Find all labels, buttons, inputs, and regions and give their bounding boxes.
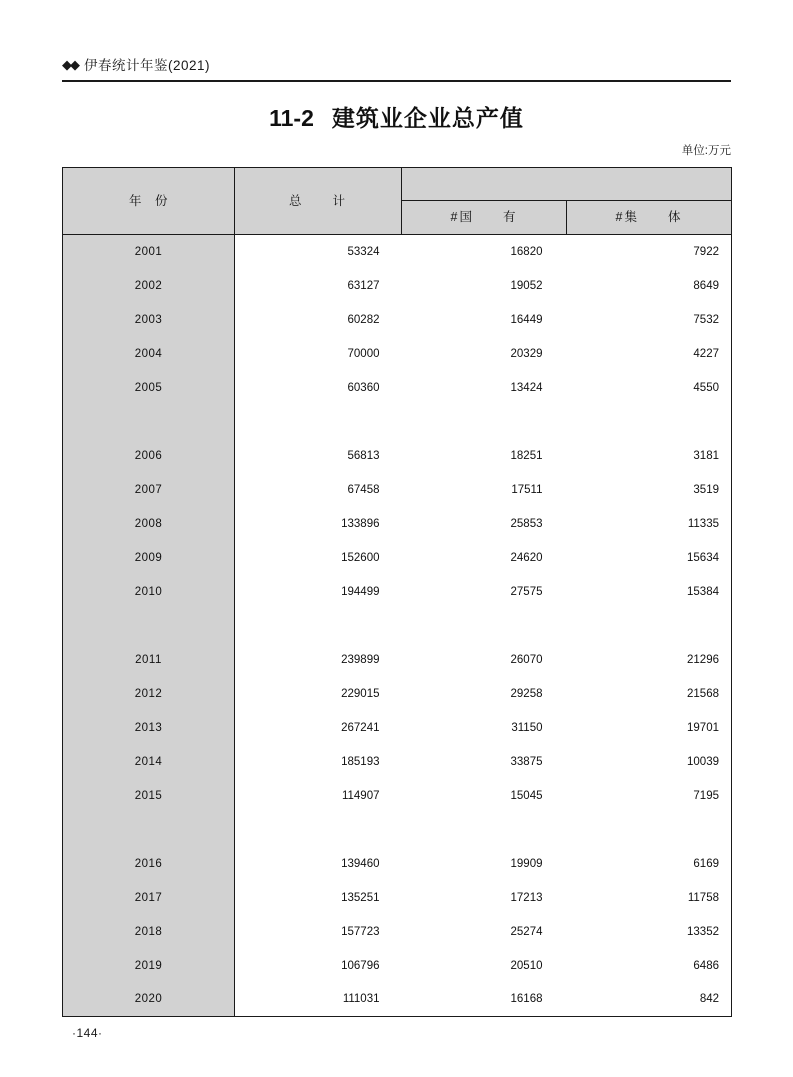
cell-total: 139460 (235, 847, 402, 881)
cell-year: 2012 (63, 677, 235, 711)
cell-year: 2005 (63, 371, 235, 405)
cell-year: 2020 (63, 983, 235, 1017)
cell-year: 2007 (63, 473, 235, 507)
cell-total: 60360 (235, 371, 402, 405)
table-row (63, 269, 732, 303)
page-title (0, 100, 793, 133)
table-row (63, 643, 732, 677)
cell-year: 2016 (63, 847, 235, 881)
cell-collective: 7922 (567, 235, 732, 269)
cell-state: 15045 (402, 779, 567, 813)
cell-collective: 3181 (567, 439, 732, 473)
cell-state (402, 813, 567, 847)
cell-year: 2017 (63, 881, 235, 915)
cell-total (235, 405, 402, 439)
cell-total: 229015 (235, 677, 402, 711)
table-spacer-row (63, 609, 732, 643)
cell-state: 25853 (402, 507, 567, 541)
cell-state: 13424 (402, 371, 567, 405)
cell-state: 20510 (402, 949, 567, 983)
cell-total: 63127 (235, 269, 402, 303)
cell-collective: 21296 (567, 643, 732, 677)
cell-total: 133896 (235, 507, 402, 541)
cell-total: 53324 (235, 235, 402, 269)
cell-state: 20329 (402, 337, 567, 371)
cell-state: 29258 (402, 677, 567, 711)
cell-state: 18251 (402, 439, 567, 473)
table-row (63, 915, 732, 949)
cell-collective (567, 609, 732, 643)
cell-state: 17213 (402, 881, 567, 915)
cell-year: 2010 (63, 575, 235, 609)
cell-state: 16168 (402, 983, 567, 1017)
table-row (63, 439, 732, 473)
table-number: 11-2 (269, 105, 314, 131)
cell-year: 2014 (63, 745, 235, 779)
cell-total: 67458 (235, 473, 402, 507)
cell-total: 194499 (235, 575, 402, 609)
table-row (63, 779, 732, 813)
table-row (63, 507, 732, 541)
header-divider (62, 80, 731, 82)
diamond-ornament-icon: ◆◆ (62, 57, 78, 72)
cell-total: 114907 (235, 779, 402, 813)
cell-collective: 21568 (567, 677, 732, 711)
table-row (63, 881, 732, 915)
cell-state: 16449 (402, 303, 567, 337)
cell-collective: 3519 (567, 473, 732, 507)
cell-year: 2019 (63, 949, 235, 983)
cell-collective: 15634 (567, 541, 732, 575)
cell-total: 267241 (235, 711, 402, 745)
table-row (63, 575, 732, 609)
cell-total: 185193 (235, 745, 402, 779)
cell-state (402, 405, 567, 439)
cell-year: 2009 (63, 541, 235, 575)
table-title-text: 建筑业企业总产值 (331, 105, 524, 131)
cell-state: 25274 (402, 915, 567, 949)
column-header-total: 总 计 (235, 168, 402, 235)
cell-total: 239899 (235, 643, 402, 677)
cell-collective: 842 (567, 983, 732, 1017)
cell-year: 2011 (63, 643, 235, 677)
cell-state: 24620 (402, 541, 567, 575)
running-head-title: 伊春统计年鉴(2021) (84, 57, 211, 73)
table-row (63, 949, 732, 983)
cell-state: 33875 (402, 745, 567, 779)
cell-year: 2001 (63, 235, 235, 269)
cell-total: 111031 (235, 983, 402, 1017)
cell-state: 19909 (402, 847, 567, 881)
header-spacer-state (402, 168, 567, 201)
cell-collective: 8649 (567, 269, 732, 303)
cell-year: 2018 (63, 915, 235, 949)
cell-total: 152600 (235, 541, 402, 575)
table-spacer-row (63, 405, 732, 439)
cell-state: 16820 (402, 235, 567, 269)
table-row (63, 745, 732, 779)
cell-total: 70000 (235, 337, 402, 371)
unit-note: 单位:万元 (681, 145, 731, 157)
cell-collective: 11758 (567, 881, 732, 915)
table-row (63, 235, 732, 269)
cell-total: 60282 (235, 303, 402, 337)
cell-collective (567, 813, 732, 847)
table-spacer-row (63, 813, 732, 847)
table-row (63, 473, 732, 507)
cell-total (235, 609, 402, 643)
cell-year: 2003 (63, 303, 235, 337)
table-row (63, 711, 732, 745)
cell-total: 135251 (235, 881, 402, 915)
table-row (63, 371, 732, 405)
column-header-collective: #集 体 (567, 201, 732, 235)
cell-collective: 7195 (567, 779, 732, 813)
table-row (63, 677, 732, 711)
table-row (63, 541, 732, 575)
column-header-state-owned: #国 有 (402, 201, 567, 235)
cell-year: 2008 (63, 507, 235, 541)
cell-state (402, 609, 567, 643)
cell-collective: 13352 (567, 915, 732, 949)
cell-state: 31150 (402, 711, 567, 745)
cell-collective: 19701 (567, 711, 732, 745)
cell-year: 2002 (63, 269, 235, 303)
statistics-table (62, 167, 732, 1017)
cell-total: 157723 (235, 915, 402, 949)
cell-collective: 6169 (567, 847, 732, 881)
column-header-year: 年 份 (63, 168, 235, 235)
cell-collective: 10039 (567, 745, 732, 779)
cell-collective: 7532 (567, 303, 732, 337)
cell-year: 2015 (63, 779, 235, 813)
header-spacer-collective (567, 168, 732, 201)
cell-total (235, 813, 402, 847)
cell-state: 19052 (402, 269, 567, 303)
running-head (62, 58, 731, 73)
cell-collective: 4227 (567, 337, 732, 371)
cell-state: 17511 (402, 473, 567, 507)
cell-year (63, 609, 235, 643)
cell-year (63, 405, 235, 439)
cell-year: 2013 (63, 711, 235, 745)
cell-state: 27575 (402, 575, 567, 609)
page-number: ·144· (72, 1026, 103, 1040)
cell-year (63, 813, 235, 847)
table-row (63, 303, 732, 337)
cell-year: 2006 (63, 439, 235, 473)
table-row (63, 337, 732, 371)
cell-total: 56813 (235, 439, 402, 473)
table-row (63, 983, 732, 1017)
table-header-row-top (63, 168, 732, 201)
table-row (63, 847, 732, 881)
cell-collective: 4550 (567, 371, 732, 405)
cell-collective: 6486 (567, 949, 732, 983)
cell-year: 2004 (63, 337, 235, 371)
cell-collective: 11335 (567, 507, 732, 541)
table-container (62, 167, 731, 1017)
cell-total: 106796 (235, 949, 402, 983)
cell-state: 26070 (402, 643, 567, 677)
cell-collective (567, 405, 732, 439)
cell-collective: 15384 (567, 575, 732, 609)
